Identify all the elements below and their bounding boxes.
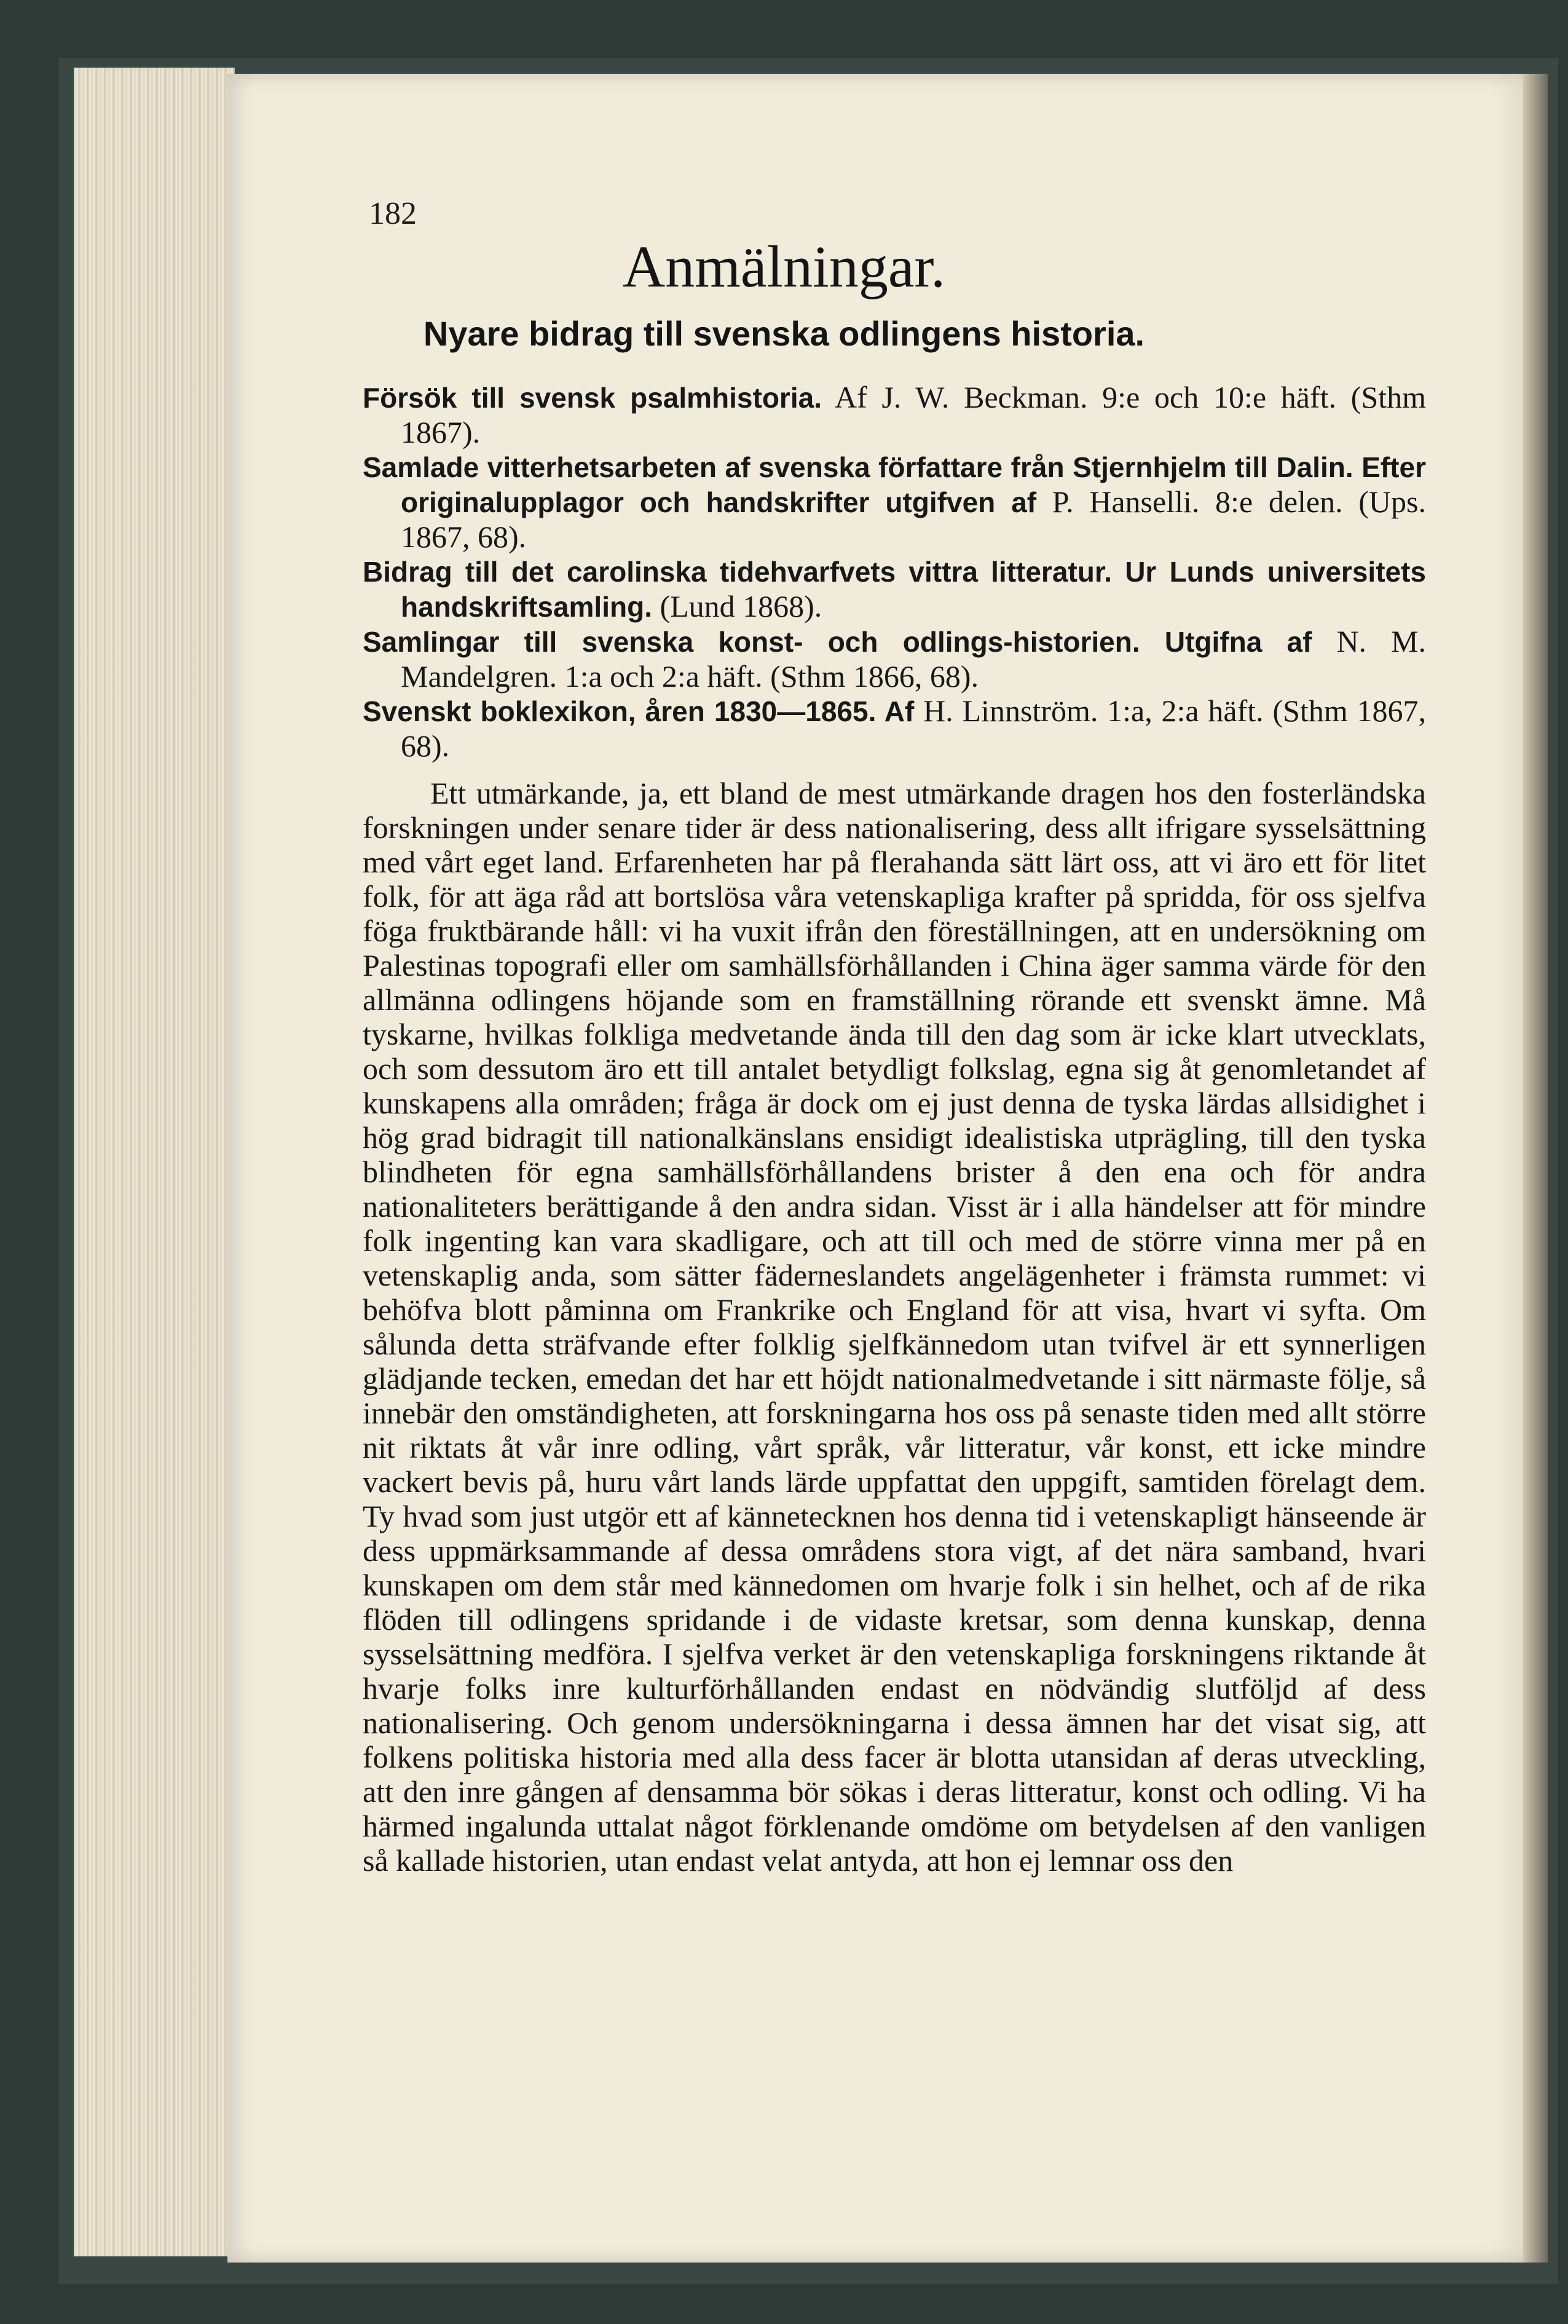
page-edges xyxy=(74,68,235,2256)
reference-details: (Lund 1868). xyxy=(652,589,822,623)
reference-details: P. Hanselli. 8:e delen. (Ups. 1867, 68). xyxy=(401,484,1426,554)
reference-item xyxy=(363,449,1426,554)
reference-title: Samlingar till svenska konst- och odlings-historien. Utgifna af xyxy=(363,626,1312,658)
reference-item xyxy=(363,624,1426,694)
page-gutter-shadow xyxy=(1523,74,1548,2263)
reference-details: N. M. Mandelgren. 1:a och 2:a häft. (Sthm 1866, 68). xyxy=(401,624,1426,694)
reference-details: H. Linnström. 1:a, 2:a häft. (Sthm 1867, 68). xyxy=(401,694,1427,763)
reference-item xyxy=(363,554,1426,624)
reference-title: Bidrag till det carolinska tidehvarfvets vittra litteratur. Ur Lunds universitets handskriftsamling. xyxy=(363,556,1426,623)
reference-title: Samlade vitterhetsarbeten af svenska författare från Stjernhjelm till Dalin. Efter originalupplagor och handskrifter utgifven af xyxy=(363,451,1426,518)
section-subtitle: Nyare bidrag till svenska odlingens historia. xyxy=(423,314,1145,353)
reference-title: Svenskt boklexikon, åren 1830—1865. Af xyxy=(363,695,915,727)
page-title: Anmälningar. xyxy=(622,234,946,299)
reference-title: Försök till svensk psalmhistoria. xyxy=(363,382,822,414)
reference-list xyxy=(363,380,1426,763)
reference-item xyxy=(363,380,1426,449)
reference-details: Af J. W. Beckman. 9:e och 10:e häft. (Sthm 1867). xyxy=(401,380,1426,449)
body-paragraph: Ett utmärkande, ja, ett bland de mest utmärkande dragen hos den fosterländska forskningen under senare tider är dess nationalisering, dess allt ifrigare sysselsättning med vårt eget land. Erfarenheten har på flerahanda sätt lärt oss, att vi äro ett för litet folk, för att äga råd att bortslösa våra vetenskapliga krafter på spridda, för oss sjelfva föga fruktbärande håll: vi ha vuxit ifrån den föreställningen, att en undersökning om Palestinas topografi eller om samhällsförhållanden i China äger samma värde för den allmänna odlingens höjande som en framställning rörande ett svenskt ämne. Må tyskarne, hvilkas folkliga medvetande ända till den dag som är icke klart utvecklats, och som dessutom äro ett till antalet betydligt folkslag, egna sig åt genomletandet af kunskapens alla områden; fråga är dock om ej just denna de tyska lärdas allsidighet i hög grad bidragit till nationalkänslans ensidigt idealistiska utprägling, till den tyska blindheten för egna samhällsförhållandens brister å den ena och för andra nationaliteters berättigande å den andra sidan. Visst är i alla händelser att för mindre folk ingenting kan vara skadligare, och att till och med de större vinna mer på en vetenskaplig anda, som sätter fäderneslandets angelägenheter i främsta rummet: vi behöfva blott påminna om Frankrike och England för att visa, hvart vi syfta. Om sålunda detta sträfvande efter folklig sjelfkännedom utan tvifvel är ett synnerligen glädjande tecken, emedan det har ett höjdt nationalmedvetande i sitt närmaste följe, så innebär den omständigheten, att forskningarna hos oss på senaste tiden med allt större nit riktats åt vår inre odling, vårt språk, vår litteratur, vår konst, ett icke mindre vackert bevis på, huru vårt lands lärde uppfattat den uppgift, samtiden förelagt dem. Ty hvad som just utgör ett af kännetecknen hos denna tid i vetenskapligt hänseende är dess uppmärksammande af dessa områdens stora vigt, af det nära samband, hvari kunskapen om dem står med kännedomen om hvarje folk i sin helhet, och af de rika flöden till odlingens spridande i de vidaste kretsar, som denna kunskap, denna sysselsättning medföra. I sjelfva verket är den vetenskapliga forskningens riktande åt hvarje folks inre kulturförhållanden endast en nödvändig slutföljd af dess nationalisering. Och genom undersökningarna i dessa ämnen har det visat sig, att folkens politiska historia med alla dess facer är blotta utansidan af deras utveckling, att den inre gången af densamma bör sökas i deras litteratur, konst och odling. Vi ha härmed ingalunda uttalat något förklenande omdöme om betydelsen af den vanligen så kallade historien, utan endast velat antyda, att hon ej lemnar oss den xyxy=(363,776,1426,1878)
page-number: 182 xyxy=(369,196,417,231)
reference-item xyxy=(363,694,1426,763)
